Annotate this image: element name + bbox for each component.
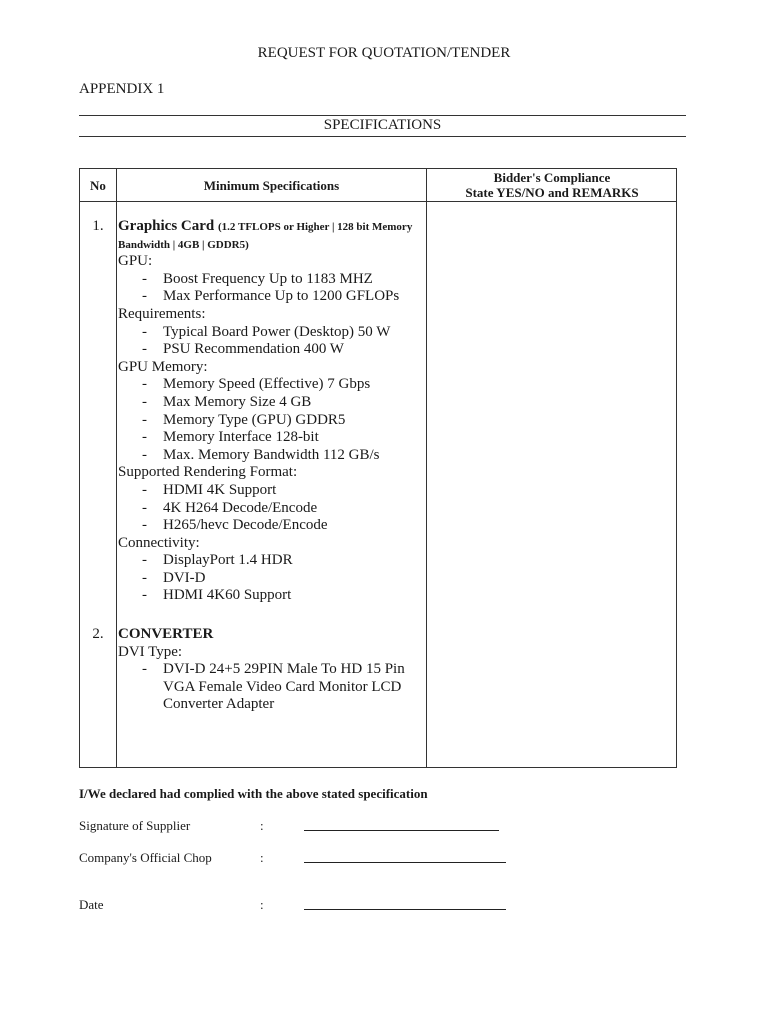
header-minimum-specifications: Minimum Specifications: [203, 177, 340, 193]
list-item: - Max Performance Up to 1200 GFLOPs: [142, 288, 400, 305]
item-title: CONVERTER: [118, 626, 214, 642]
list-item: - HDMI 4K60 Support: [142, 587, 292, 604]
header-bidders-compliance: [427, 169, 677, 201]
header-no: No: [90, 177, 106, 193]
heading-rule: [79, 136, 686, 137]
header-compliance-line2: State YES/NO and REMARKS: [465, 185, 639, 200]
appendix-label: APPENDIX 1: [79, 81, 165, 97]
item-number: 2.: [92, 626, 104, 642]
list-item: - Typical Board Power (Desktop) 50 W: [142, 323, 391, 340]
list-item: - Max. Memory Bandwidth 112 GB/s: [142, 446, 380, 463]
item-title: [118, 218, 423, 253]
specification-table: [79, 168, 677, 768]
company-chop-line[interactable]: [304, 862, 506, 863]
list-item: - DVI-D: [142, 569, 206, 586]
declaration-text: I/We declared had complied with the above stated specification: [79, 786, 428, 801]
list-item: - Boost Frequency Up to 1183 MHZ: [142, 270, 373, 287]
field-colon: :: [260, 850, 264, 865]
date-line[interactable]: [304, 909, 506, 910]
item-number: 1.: [92, 218, 104, 234]
group-label: Supported Rendering Format:: [118, 464, 298, 481]
item-title-text: Graphics Card: [118, 218, 215, 234]
spec-group: [118, 644, 423, 714]
list-item: - DVI-D 24+5 29PIN Male To HD 15 Pin VGA Female Video Card Monitor LCD Converter Adapter: [142, 661, 405, 713]
field-colon: :: [260, 897, 264, 912]
list-item: - Memory Interface 128-bit: [142, 429, 319, 446]
header-compliance-line1: Bidder's Compliance: [493, 170, 611, 185]
group-label: GPU:: [118, 253, 153, 270]
item-specification: [118, 218, 423, 605]
group-label: Connectivity:: [118, 534, 200, 551]
list-item: - H265/hevc Decode/Encode: [142, 517, 328, 534]
field-colon: :: [260, 818, 264, 833]
group-label: DVI Type:: [118, 643, 183, 660]
compliance-response-cell[interactable]: [427, 202, 677, 768]
list-item: - Memory Type (GPU) GDDR5: [142, 411, 346, 428]
spec-group: [118, 535, 423, 605]
date-label: Date: [79, 897, 104, 912]
list-item: - PSU Recommendation 400 W: [142, 341, 344, 358]
list-item: - HDMI 4K Support: [142, 481, 277, 498]
list-item: - Memory Speed (Effective) 7 Gbps: [142, 376, 371, 393]
item-title-note: (1.2 TFLOPS or Higher | 128 bit Memory Bandwidth | 4GB | GDDR5): [118, 221, 413, 251]
company-chop-label: Company's Official Chop: [79, 850, 212, 865]
column-divider-1: [116, 169, 117, 767]
item-specification: [118, 626, 423, 714]
spec-group: [118, 359, 423, 465]
list-item: - Max Memory Size 4 GB: [142, 393, 312, 410]
signature-line[interactable]: [304, 830, 499, 831]
specifications-heading: SPECIFICATIONS: [323, 117, 442, 133]
spec-group: [118, 253, 423, 306]
list-item: - DisplayPort 1.4 HDR: [142, 552, 293, 569]
spec-group: [118, 464, 423, 534]
group-label: Requirements:: [118, 305, 206, 322]
top-rule: [79, 115, 686, 116]
group-label: GPU Memory:: [118, 358, 208, 375]
list-item: - 4K H264 Decode/Encode: [142, 499, 318, 516]
document-title: REQUEST FOR QUOTATION/TENDER: [257, 45, 511, 61]
spec-group: [118, 306, 423, 359]
signature-label: Signature of Supplier: [79, 818, 191, 833]
